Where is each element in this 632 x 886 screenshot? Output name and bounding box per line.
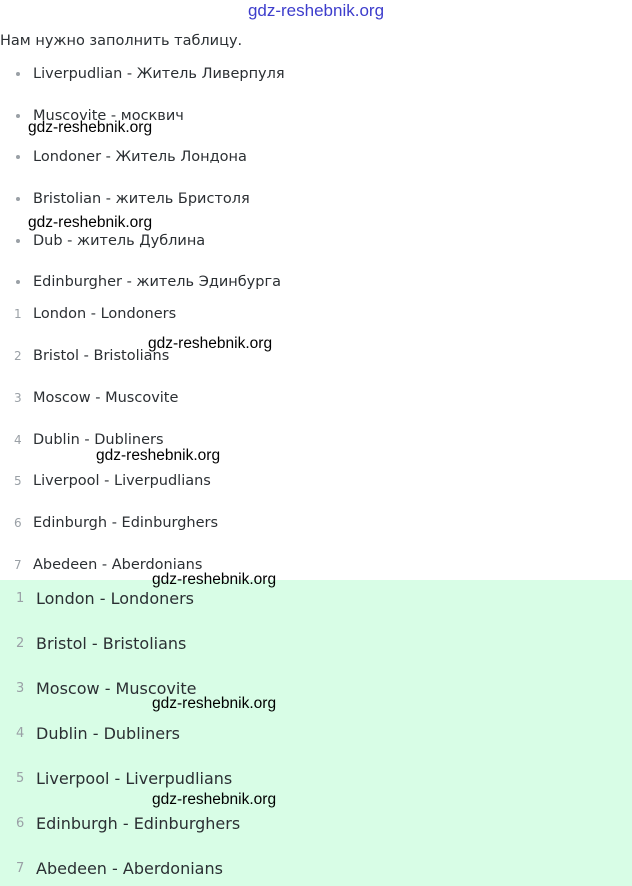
list-item-text: Muscovite - москвич — [33, 108, 184, 124]
list-item-text: Dublin - Dubliners — [33, 432, 164, 448]
list-item-text: Abedeen - Aberdonians — [33, 557, 203, 573]
list-item-number: 5 — [14, 474, 22, 488]
watermark: gdz-reshebnik.org — [28, 119, 153, 136]
list-item-number: 3 — [16, 681, 25, 696]
list-item-text: Dublin - Dubliners — [36, 724, 180, 743]
list-item-text: Edinburgher - житель Эдинбурга — [33, 274, 281, 290]
watermark: gdz-reshebnik.org — [148, 335, 273, 352]
list-item-number: 3 — [14, 391, 22, 405]
list-item-text: Liverpool - Liverpudlians — [33, 473, 211, 489]
bullet-icon — [16, 72, 20, 76]
bullet-icon — [16, 155, 20, 159]
list-item-text: Bristolian - житель Бристоля — [33, 191, 250, 207]
list-item-number: 4 — [14, 433, 22, 447]
list-item-text: Liverpool - Liverpudlians — [36, 769, 233, 788]
list-item-text: Bristol - Bristolians — [33, 348, 170, 364]
list-item-number: 6 — [14, 516, 22, 530]
list-item-number: 7 — [16, 861, 25, 876]
list-item-text: Londoner - Житель Лондона — [33, 149, 247, 165]
bullet-icon — [16, 114, 20, 118]
bullet-icon — [16, 197, 20, 201]
list-item-text: Moscow - Muscovite — [33, 390, 179, 406]
watermark: gdz-reshebnik.org — [152, 695, 277, 712]
list-item-text: Abedeen - Aberdonians — [36, 859, 223, 878]
watermark: gdz-reshebnik.org — [96, 447, 221, 464]
watermark: gdz-reshebnik.org — [152, 791, 277, 808]
list-item-text: Edinburgh - Edinburghers — [36, 814, 241, 833]
list-item-number: 2 — [14, 349, 22, 363]
list-item-text: London - Londoners — [36, 589, 194, 608]
list-item-number: 1 — [14, 307, 22, 321]
list-item-number: 7 — [14, 558, 22, 572]
list-item-number: 5 — [16, 771, 25, 786]
list-item-text: Moscow - Muscovite — [36, 679, 197, 698]
list-item-number: 4 — [16, 726, 25, 741]
watermark: gdz-reshebnik.org — [28, 214, 153, 231]
list-item-text: Bristol - Bristolians — [36, 634, 187, 653]
list-item-text: Liverpudlian - Житель Ливерпуля — [33, 66, 285, 82]
list-item-text: Dub - житель Дублина — [33, 233, 206, 249]
list-item-text: Edinburgh - Edinburghers — [33, 515, 219, 531]
intro-text: Нам нужно заполнить таблицу. — [0, 33, 243, 49]
list-item-text: London - Londoners — [33, 306, 177, 322]
list-item-number: 2 — [16, 636, 25, 651]
site-watermark-header: gdz-reshebnik.org — [247, 1, 385, 20]
bullet-icon — [16, 280, 20, 284]
bullet-icon — [16, 239, 20, 243]
list-item-number: 1 — [16, 591, 25, 606]
list-item-number: 6 — [16, 816, 25, 831]
answer-box — [0, 580, 632, 886]
watermark: gdz-reshebnik.org — [152, 571, 277, 588]
